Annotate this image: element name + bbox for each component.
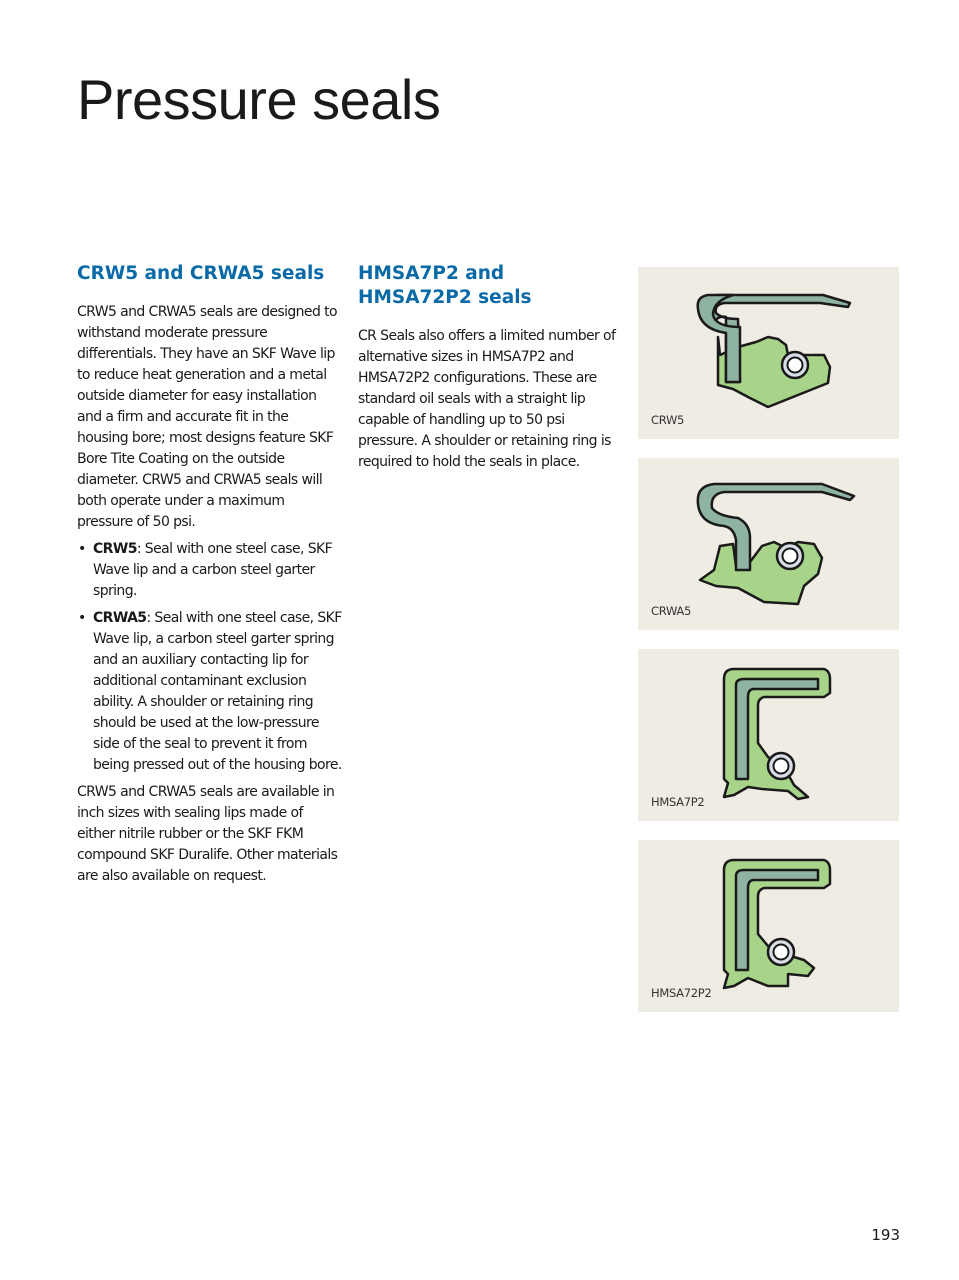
- figure-hmsa7p2: [638, 649, 899, 821]
- list-item-term: CRWA5: [93, 610, 147, 626]
- list-item: [77, 539, 342, 602]
- list-item-term: CRW5: [93, 541, 137, 557]
- bullet-icon: •: [78, 610, 86, 626]
- left-column: [77, 262, 342, 887]
- figure-hmsa72p2: [638, 840, 899, 1012]
- list-item-text: : Seal with one steel case, SKF Wave lip, a carbon steel garter spring and an auxiliary contacting lip for additional contaminant exclusion ability. A shoulder or retaining ring should be used at the low-pressure side of the seal to prevent it from being pressed out of the housing bore.: [93, 610, 342, 773]
- middle-column: [358, 262, 620, 473]
- list-item-text: : Seal with one steel case, SKF Wave lip and a carbon steel garter spring.: [93, 541, 333, 599]
- figure-crwa5: [638, 458, 899, 630]
- paragraph-hmsa: CR Seals also offers a limited number of alternative sizes in HMSA7P2 and HMSA72P2 configurations. These are standard oil seals with a straight lip capable of handling up to 50 psi pressure. A shoulder or retaining ring is required to hold the seals in place.: [358, 328, 616, 470]
- bullet-list: [77, 539, 342, 776]
- list-item: [77, 608, 342, 776]
- figure-caption: CRW5: [651, 413, 685, 427]
- figure-caption: CRWA5: [651, 604, 691, 618]
- figure-caption: HMSA72P2: [651, 986, 712, 1000]
- paragraph-closing: CRW5 and CRWA5 seals are available in inch sizes with sealing lips made of either nitrile rubber or the SKF FKM compound SKF Duralife. Other materials are also available on request.: [77, 784, 338, 884]
- page-number: 193: [871, 1226, 900, 1244]
- paragraph-intro: CRW5 and CRWA5 seals are designed to withstand moderate pressure differentials. They have an SKF Wave lip to reduce heat generation and a metal outside diameter for easy installation and a firm and accurate fit in the housing bore; most designs feature SKF Bore Tite Coating on the outside diameter. CRW5 and CRWA5 seals will both operate under a maximum pressure of 50 psi.: [77, 304, 337, 530]
- figure-caption: HMSA7P2: [651, 795, 705, 809]
- section-heading-hmsa: HMSA7P2 and HMSA72P2 seals: [358, 263, 532, 308]
- figure-crw5: [638, 267, 899, 439]
- bullet-icon: •: [78, 541, 86, 557]
- page-title: Pressure seals: [77, 68, 441, 131]
- section-heading-crw5: CRW5 and CRWA5 seals: [77, 263, 325, 284]
